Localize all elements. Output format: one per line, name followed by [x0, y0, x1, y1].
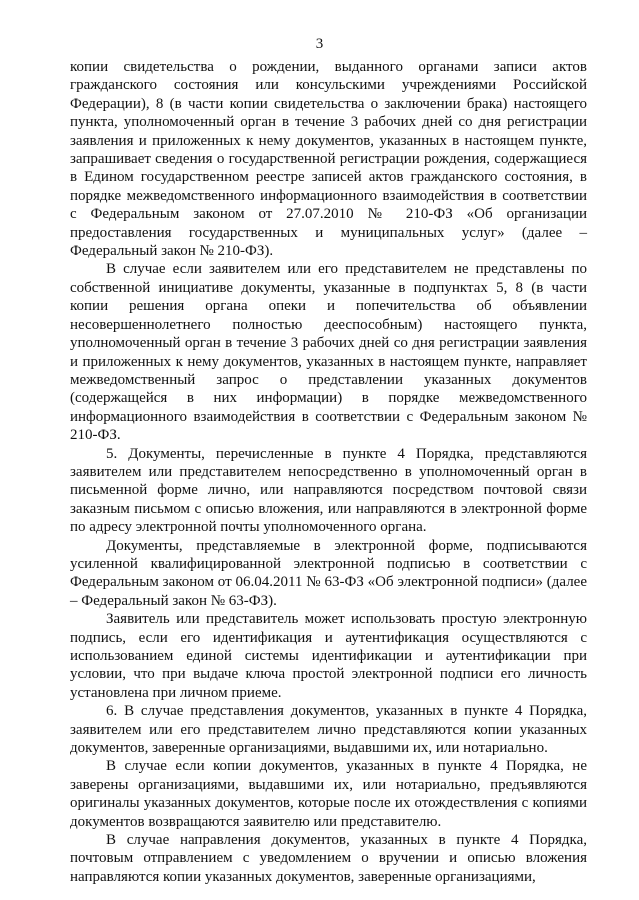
page-number: 3 [315, 36, 324, 52]
paragraph-interagency-request: В случае если заявителем или его представителем не представлены по собственной инициативе документы, указанные в подпунктах 5, 8 (в части копии решения органа опеки и попечительства об объявлении несовершеннолетнего полностью дееспособным) настоящего пункта, уполномоченный орган в течение 3 рабочих дней со дня регистрации заявления и приложенных к нему документов, указанных в настоящем пункте, направляет межведомственный запрос о представлении указанных документов (содержащейся в них информации) в порядке межведомственного информационного взаимодействия в соответствии с Федеральным законом № 210-ФЗ. [70, 261, 587, 444]
document-body [70, 58, 587, 886]
paragraph-electronic-documents: Документы, представляемые в электронной форме, подписываются усиленной квалифицированной электронной подписью в соответствии с Федеральным законом от 06.04.2011 № 63-ФЗ «Об электронной подписи» (далее – Федеральный закон № 63-ФЗ). [70, 537, 587, 609]
paragraph-item-5: 5. Документы, перечисленные в пункте 4 Порядка, представляются заявителем или представителем непосредственно в уполномоченный орган в письменной форме лично, или направляются посредством почтовой связи заказным письмом с описью вложения, или направляются в электронной форме по адресу электронной почты уполномоченного органа. [70, 445, 587, 536]
paragraph-uncertified-copies: В случае если копии документов, указанных в пункте 4 Порядка, не заверены организациями, выдавшими их, или нотариально, предъявляются оригиналы указанных документов, которые после их отождествления с копиями документов возвращаются заявителю или представителю. [70, 758, 587, 830]
paragraph-item-6: 6. В случае представления документов, указанных в пункте 4 Порядка, заявителем или его представителем лично представляются копии указанных документов, заверенные организациями, выдавшими их, или нотариально. [70, 703, 587, 757]
paragraph-continuation: копии свидетельства о рождении, выданного органами записи актов гражданского состояния или консульскими учреждениями Российской Федерации), 8 (в части копии свидетельства о заключении брака) настоящего пункта, уполномоченный орган в течение 3 рабочих дней со дня регистрации заявления и приложенных к нему документов, указанных в настоящем пункте, запрашивает сведения о государственной регистрации рождения, содержащиеся в Едином государственном реестре записей актов гражданского состояния, в порядке межведомственного информационного взаимодействия в соответствии с Федеральным законом от 27.07.2010 № 210-ФЗ «Об организации предоставления государственных и муниципальных услуг» (далее – Федеральный закон № 210-ФЗ). [70, 59, 587, 260]
paragraph-simple-signature: Заявитель или представитель может использовать простую электронную подпись, если его идентификация и аутентификация осуществляются с использованием единой системы идентификации и аутентификации при условии, что при выдаче ключа простой электронной подписи его личность установлена при личном приеме. [70, 611, 587, 701]
paragraph-postal-delivery: В случае направления документов, указанных в пункте 4 Порядка, почтовым отправлением с уведомлением о вручении и описью вложения направляются копии указанных документов, заверенные организациями, [70, 832, 587, 885]
